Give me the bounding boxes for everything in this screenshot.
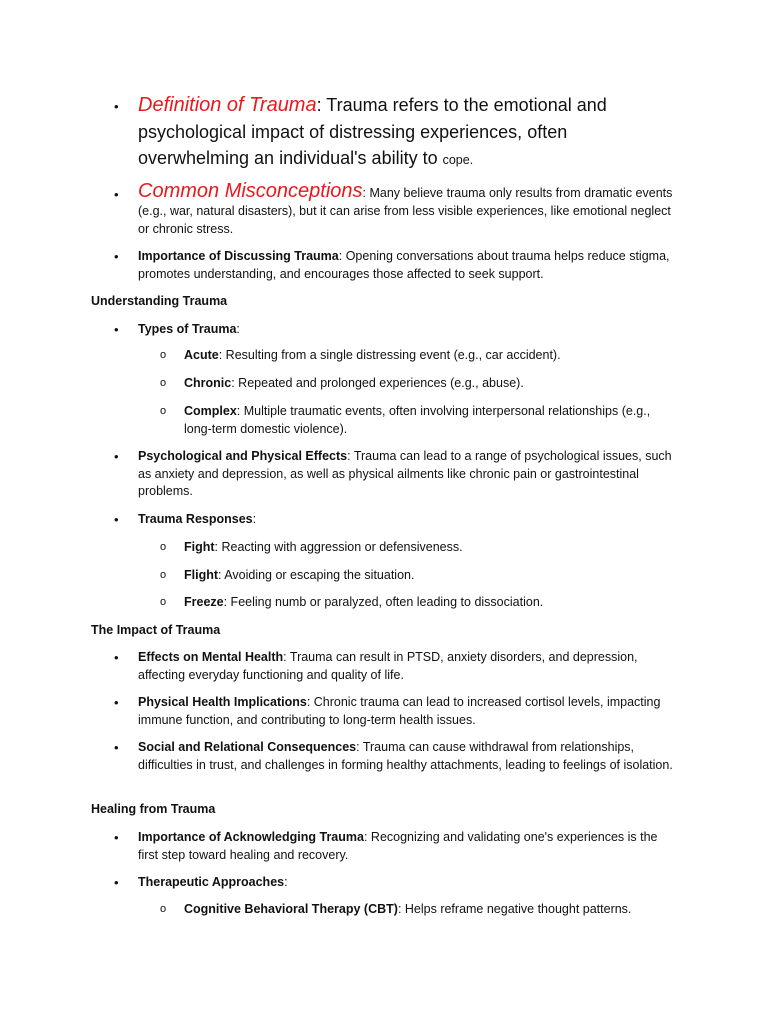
bullet-marker: • bbox=[114, 830, 119, 845]
sub-marker: o bbox=[160, 377, 167, 389]
acute-text: : Resulting from a single distressing event (e.g., car accident). bbox=[218, 348, 561, 362]
acknowledging-text: : Recognizing and validating one's experiences is the first step toward healing and recovery. bbox=[138, 830, 658, 862]
social-text: : Trauma can cause withdrawal from relationships, difficulties in trust, and challenges in forming healthy attachments, leading to feelings of isolation. bbox=[138, 740, 673, 772]
definition-tail: cope. bbox=[442, 153, 474, 167]
acknowledging-term: Importance of Acknowledging Trauma bbox=[138, 830, 364, 844]
sub-marker: o bbox=[160, 569, 167, 581]
mental-health-term: Effects on Mental Health bbox=[138, 650, 284, 664]
effects-text: : Trauma can lead to a range of psychological issues, such as anxiety and depression, as well as physical ailments like chronic pain or gastrointestinal problems. bbox=[138, 449, 672, 498]
complex-text: : Multiple traumatic events, often involving interpersonal relationships (e.g., long-term domestic violence). bbox=[184, 404, 651, 436]
sub-marker: o bbox=[160, 903, 167, 915]
sub-marker: o bbox=[160, 405, 167, 417]
freeze-term: Freeze bbox=[184, 595, 224, 609]
chronic-text: : Repeated and prolonged experiences (e.g., abuse). bbox=[231, 376, 524, 390]
misconceptions-text: : Many believe trauma only results from dramatic events (e.g., war, natural disasters), but it can arise from less visible experiences, like emotional neglect or chronic stress. bbox=[138, 186, 673, 236]
flight-term: Flight bbox=[184, 568, 219, 582]
bullet-marker: • bbox=[114, 740, 119, 755]
flight-text: : Avoiding or escaping the situation. bbox=[218, 568, 415, 582]
physical-health-text: : Chronic trauma can lead to increased cortisol levels, impacting immune function, and contributing to long-term health issues. bbox=[138, 695, 661, 727]
definition-term: Definition of Trauma bbox=[138, 94, 317, 116]
complex-term: Complex bbox=[184, 404, 237, 418]
types-text: : bbox=[236, 322, 240, 336]
approaches-term: Therapeutic Approaches bbox=[138, 875, 285, 889]
chronic-term: Chronic bbox=[184, 376, 232, 390]
definition-text: : Trauma refers to the emotional and psychological impact of distressing experiences, often overwhelming an individual's ability to bbox=[138, 95, 607, 168]
heading-healing-from-trauma: Healing from Trauma bbox=[91, 802, 216, 816]
bullet-marker: • bbox=[114, 650, 119, 665]
heading-understanding-trauma: Understanding Trauma bbox=[91, 294, 228, 308]
bullet-marker: • bbox=[114, 449, 119, 464]
bullet-marker: • bbox=[114, 875, 119, 890]
bullet-marker: • bbox=[114, 322, 119, 337]
heading-impact-of-trauma: The Impact of Trauma bbox=[91, 623, 221, 637]
bullet-marker: • bbox=[114, 99, 119, 114]
responses-term: Trauma Responses bbox=[138, 512, 253, 526]
sub-marker: o bbox=[160, 541, 167, 553]
discussing-text: : Opening conversations about trauma helps reduce stigma, promotes understanding, and encourages those affected to seek support. bbox=[138, 249, 670, 281]
bullet-marker: • bbox=[114, 249, 119, 264]
fight-text: : Reacting with aggression or defensiveness. bbox=[214, 540, 463, 554]
cbt-term: Cognitive Behavioral Therapy (CBT) bbox=[184, 902, 398, 916]
physical-health-term: Physical Health Implications bbox=[138, 695, 307, 709]
social-term: Social and Relational Consequences bbox=[138, 740, 357, 754]
bullet-marker: • bbox=[114, 695, 119, 710]
sub-marker: o bbox=[160, 596, 167, 608]
fight-term: Fight bbox=[184, 540, 215, 554]
effects-term: Psychological and Physical Effects bbox=[138, 449, 348, 463]
approaches-text: : bbox=[284, 875, 288, 889]
bullet-marker: • bbox=[114, 187, 119, 202]
sub-marker: o bbox=[160, 349, 167, 361]
acute-term: Acute bbox=[184, 348, 219, 362]
mental-health-text: : Trauma can result in PTSD, anxiety disorders, and depression, affecting everyday functioning and quality of life. bbox=[138, 650, 638, 682]
discussing-term: Importance of Discussing Trauma bbox=[138, 249, 339, 263]
bullet-marker: • bbox=[114, 512, 119, 527]
misconceptions-term: Common Misconceptions bbox=[138, 180, 363, 202]
cbt-text: : Helps reframe negative thought patterns. bbox=[397, 902, 632, 916]
freeze-text: : Feeling numb or paralyzed, often leading to dissociation. bbox=[223, 595, 544, 609]
responses-text: : bbox=[252, 512, 257, 526]
types-term: Types of Trauma bbox=[138, 322, 237, 336]
